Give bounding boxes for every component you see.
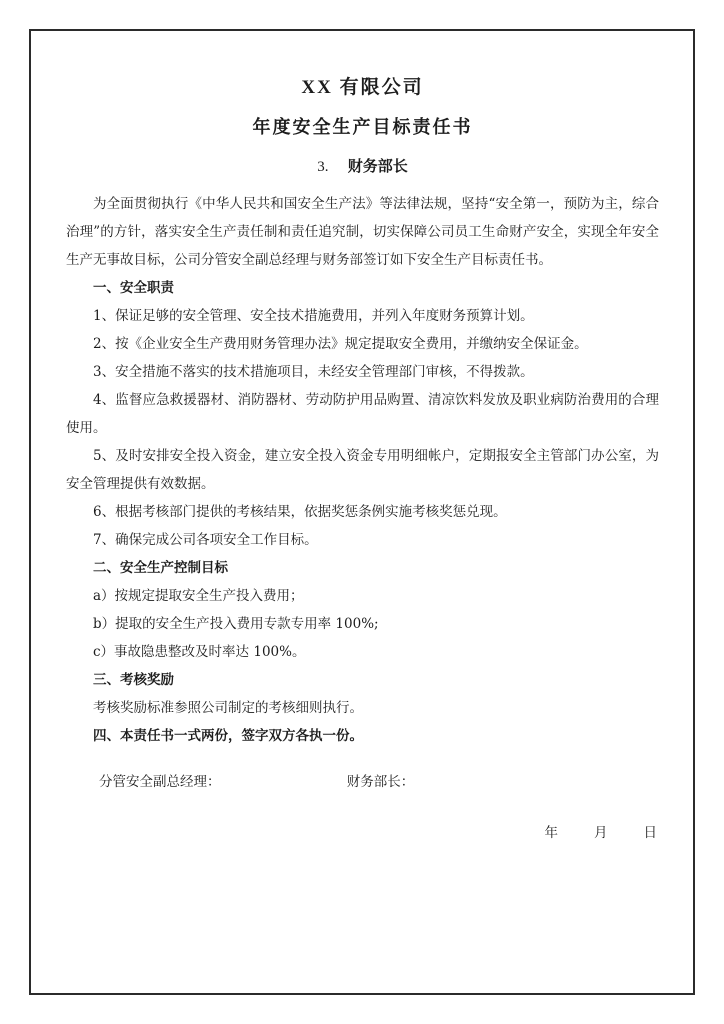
part1-item-4: 4、监督应急救援器材、消防器材、劳动防护用品购置、清凉饮料发放及职业病防治费用的合理使用。 <box>66 392 659 436</box>
part1-item-2: 2、按《企业安全生产费用财务管理办法》规定提取安全费用，并缴纳安全保证金。 <box>93 336 588 352</box>
part2-item-c: c）事故隐患整改及时率达 100%。 <box>93 644 306 660</box>
part1-item-6: 6、根据考核部门提供的考核结果，依据奖惩条例实施考核奖惩兑现。 <box>93 504 507 520</box>
signature-left-label: 分管安全副总经理： <box>99 774 221 790</box>
part1-item-5: 5、及时安排安全投入资金，建立安全投入资金专用明细帐户，定期报安全主管部门办公室，为安全管理提供有效数据。 <box>66 448 659 492</box>
part1-item-3: 3、安全措施不落实的技术措施项目，未经安全管理部门审核，不得拨款。 <box>93 364 534 380</box>
part3-body: 考核奖励标准参照公司制定的考核细则执行。 <box>93 700 363 716</box>
part1-item-1: 1、保证足够的安全管理、安全技术措施费用，并列入年度财务预算计划。 <box>93 308 534 324</box>
document-body <box>66 190 659 750</box>
part2-item-b: b）提取的安全生产投入费用专款专用率 100%; <box>93 616 379 632</box>
doc-title: 年度安全生产目标责任书 <box>252 117 473 137</box>
section-title: 财务部长 <box>347 158 408 175</box>
intro-paragraph: 为全面贯彻执行《中华人民共和国安全生产法》等法律法规，坚持“安全第一，预防为主，综合治理”的方针，落实安全生产责任制和责任追究制，切实保障公司员工生命财产安全，实现全年安全生产无事故目标，公司分管安全副总经理与财务部签订如下安全生产目标责任书。 <box>66 196 659 268</box>
date-month-label: 月 <box>594 825 608 841</box>
company-title: XX 有限公司 <box>301 77 424 98</box>
part2-heading: 二、安全生产控制目标 <box>93 560 228 575</box>
date-row <box>66 819 659 847</box>
part2-item-a: a）按规定提取安全生产投入费用； <box>93 588 304 604</box>
page-border-frame <box>29 29 695 995</box>
signature-right-label: 财务部长： <box>346 774 415 790</box>
part3-heading: 三、考核奖励 <box>93 672 174 687</box>
date-day-label: 日 <box>643 825 657 841</box>
part4-heading: 四、本责任书一式两份，签字双方各执一份。 <box>93 728 363 743</box>
part1-item-7: 7、确保完成公司各项安全工作目标。 <box>93 532 318 548</box>
section-heading <box>66 155 659 178</box>
signature-row <box>66 768 659 796</box>
date-year-label: 年 <box>544 825 558 841</box>
section-number: 3. <box>317 159 329 175</box>
part1-heading: 一、安全职责 <box>93 280 174 295</box>
